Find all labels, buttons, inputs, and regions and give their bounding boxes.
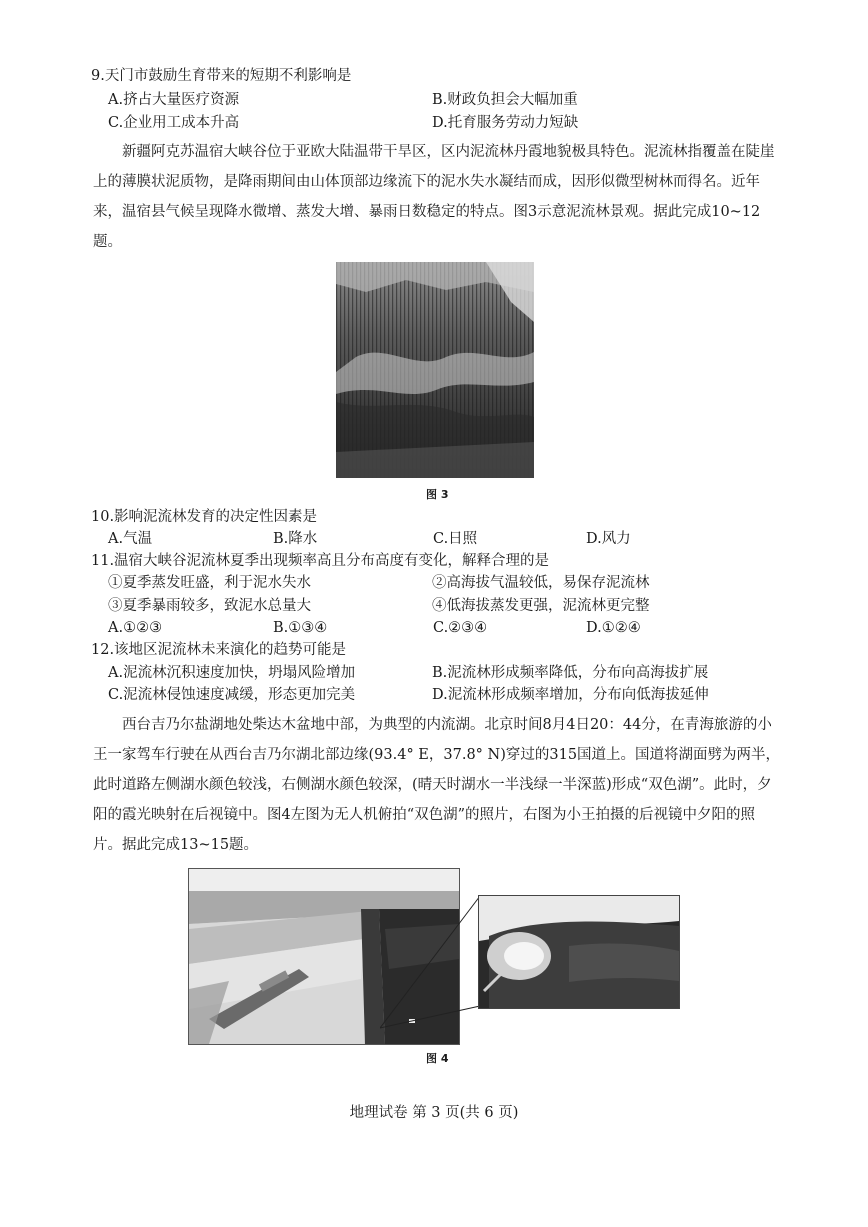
q11-option-b: B.①③④: [273, 620, 328, 636]
q9-option-d: D.托育服务劳动力短缺: [432, 115, 579, 131]
q11-statement-2: ②高海拔气温较低，易保存泥流林: [432, 575, 650, 591]
q10-option-c: C.日照: [433, 531, 478, 547]
q10-option-d: D.风力: [586, 531, 631, 547]
q10-option-b: B.降水: [273, 531, 318, 547]
q9-option-b: B.财政负担会大幅加重: [432, 92, 578, 108]
passage-1: 新疆阿克苏温宿大峡谷位于亚欧大陆温带干旱区，区内泥流林丹霞地貌极具特色。泥流林指覆盖在陡崖上的薄膜状泥质物，是降雨期间由山体顶部边缘流下的泥水失水凝结而成，因形似微型树林而得名。近年来，温宿县气候呈现降水微增、蒸发大增、暴雨日数稳定的特点。图3示意泥流林景观。据此完成10~12题。: [93, 144, 775, 250]
mud-forest-photo: [336, 262, 534, 478]
q9-option-c: C.企业用工成本升高: [108, 115, 240, 131]
q11-statement-4: ④低海拔蒸发更强，泥流林更完整: [432, 598, 650, 614]
rearview-mirror-sunset-photo: [478, 895, 680, 1009]
q12-option-c: C.泥流林侵蚀速度减缓，形态更加完美: [108, 687, 356, 703]
q10-option-a: A.气温: [108, 531, 153, 547]
mud-forest-image: [336, 262, 534, 478]
q12-option-a: A.泥流林沉积速度加快，坍塌风险增加: [108, 665, 356, 681]
q11-option-c: C.②③④: [433, 620, 488, 636]
q11-title: 11.温宿大峡谷泥流林夏季出现频率高且分布高度有变化，解释合理的是: [91, 553, 550, 569]
q11-statement-1: ①夏季蒸发旺盛，利于泥水失水: [108, 575, 311, 591]
q12-option-d: D.泥流林形成频率增加，分布向低海拔延伸: [432, 687, 709, 703]
q9-option-a: A.挤占大量医疗资源: [108, 92, 240, 108]
zoom-connector-lines: [380, 888, 490, 1038]
q11-statement-3: ③夏季暴雨较多，致泥水总量大: [108, 598, 311, 614]
q12-title: 12.该地区泥流林未来演化的趋势可能是: [91, 642, 347, 658]
q11-option-d: D.①②④: [586, 620, 641, 636]
rearview-mirror-image: [479, 896, 679, 1008]
q9-title: 9.天门市鼓励生育带来的短期不利影响是: [91, 68, 352, 84]
passage-2: 西台吉乃尔盐湖地处柴达木盆地中部，为典型的内流湖。北京时间8月4日20：44分，在青海旅游的小王一家驾车行驶在从西台吉乃尔湖北部边缘(93.4° E，37.8° N)穿过的315国道上。国道将湖面劈为两半，此时道路左侧湖水颜色较浅，右侧湖水颜色较深，(晴天时湖水一半浅绿一半深蓝)形成“双色湖”。此时，夕阳的霞光映射在后视镜中。图4左图为无人机俯拍“双色湖”的照片，右图为小王拍摄的后视镜中夕阳的照片。据此完成13~15题。: [93, 717, 781, 853]
q11-option-a: A.①②③: [108, 620, 163, 636]
fig4-caption: 图 4: [426, 1052, 449, 1065]
q12-option-b: B.泥流林形成频率降低，分布向高海拔扩展: [432, 665, 709, 681]
fig3-caption: 图 3: [426, 488, 449, 501]
q10-title: 10.影响泥流林发育的决定性因素是: [91, 509, 318, 525]
page-footer: 地理试卷 第 3 页(共 6 页): [349, 1105, 519, 1121]
